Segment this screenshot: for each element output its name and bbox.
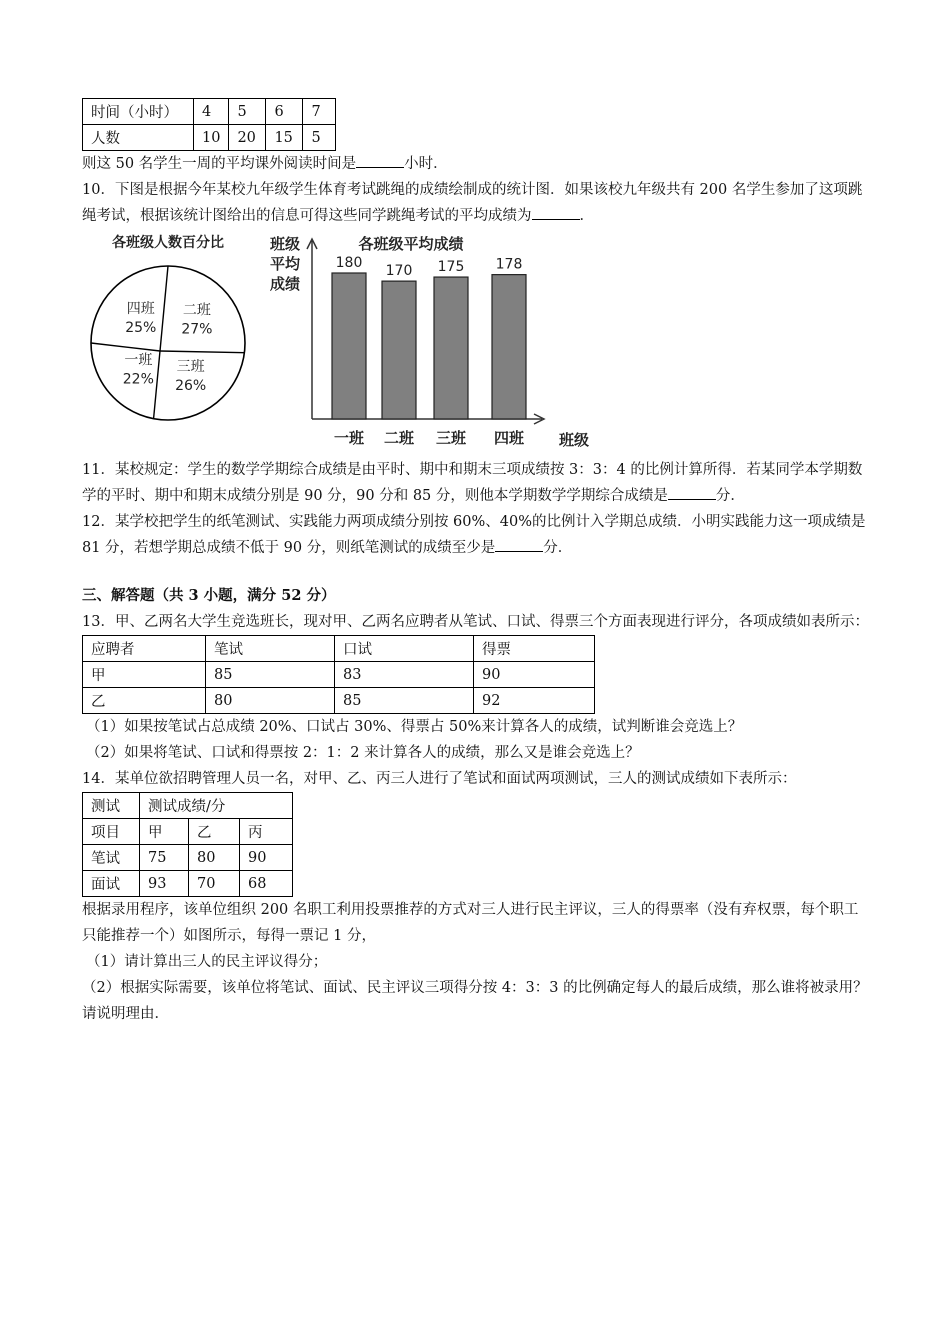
table-row bbox=[83, 125, 336, 151]
table-cell: 项目 bbox=[83, 819, 140, 845]
table-row bbox=[83, 636, 595, 662]
table-cell: 乙 bbox=[83, 688, 206, 714]
table-cell: 92 bbox=[474, 688, 595, 714]
table-cell: 80 bbox=[206, 688, 335, 714]
question-11-suffix: 分． bbox=[715, 488, 745, 504]
pie-slice-label: 四班 bbox=[126, 300, 155, 317]
table-cell: 测试 bbox=[83, 793, 140, 819]
question-14-text: 14．某单位欲招聘管理人员一名，对甲、乙、丙三人进行了笔试和面试两项测试，三人的测试成绩如下表所示： bbox=[82, 771, 797, 787]
bar bbox=[434, 277, 468, 419]
question-11-text bbox=[82, 457, 872, 509]
x-tick-label: 四班 bbox=[493, 429, 525, 447]
table-row bbox=[83, 871, 293, 897]
table-cell: 应聘者 bbox=[83, 636, 206, 662]
question-9-body: 则这 50 名学生一周的平均课外阅读时间是 bbox=[82, 156, 357, 172]
table-cell: 口试 bbox=[335, 636, 474, 662]
table-row bbox=[83, 99, 336, 125]
question-13-part-2: （2）如果将笔试、口试和得票按 2：1：2 来计算各人的成绩，那么又是谁会竞选上？ bbox=[86, 745, 640, 761]
reading-time-table bbox=[82, 98, 336, 151]
pie-slice-label: 二班 bbox=[182, 302, 211, 319]
table-row bbox=[83, 819, 293, 845]
table-cell: 甲 bbox=[140, 819, 189, 845]
table-cell: 人数 bbox=[83, 125, 194, 151]
bar-xlabel: 班级 bbox=[558, 431, 590, 449]
bar-chart bbox=[266, 231, 596, 453]
table-cell: 测试成绩/分 bbox=[140, 793, 293, 819]
answer-blank bbox=[668, 485, 716, 500]
bar-ylabel-line: 班级 bbox=[270, 235, 301, 253]
table-cell: 93 bbox=[140, 871, 189, 897]
bar-value-label: 178 bbox=[495, 256, 523, 273]
question-14-part-1: （1）请计算出三人的民主评议得分； bbox=[86, 954, 328, 970]
bar bbox=[332, 273, 366, 419]
question-9-text bbox=[82, 151, 872, 177]
table-cell: 5 bbox=[229, 99, 266, 125]
bar-value-label: 175 bbox=[437, 259, 465, 276]
pie-chart bbox=[86, 231, 266, 453]
bar-ylabel-line: 平均 bbox=[270, 255, 301, 273]
bar bbox=[492, 275, 526, 419]
table-cell: 4 bbox=[194, 99, 229, 125]
bar-title: 各班级平均成绩 bbox=[358, 235, 464, 253]
x-tick-label: 三班 bbox=[435, 429, 467, 447]
table-cell: 90 bbox=[240, 845, 293, 871]
table-row bbox=[83, 845, 293, 871]
table-cell: 68 bbox=[240, 871, 293, 897]
table-row bbox=[83, 688, 595, 714]
table-cell: 70 bbox=[189, 871, 240, 897]
pie-slice-value: 22% bbox=[122, 371, 154, 388]
bar-value-label: 170 bbox=[385, 263, 413, 280]
question-12-suffix: 分． bbox=[543, 540, 573, 556]
question-13-text: 13．甲、乙两名大学生竞选班长，现对甲、乙两名应聘者从笔试、口试、得票三个方面表现进行评分，各项成绩如表所示： bbox=[82, 614, 869, 630]
question-14-part-2: （2）根据实际需要，该单位将笔试、面试、民主评议三项得分按 4：3：3 的比例确定每人的最后成绩，那么谁将被录用？请说明理由． bbox=[82, 980, 868, 1022]
question-14-paragraph: 根据录用程序，该单位组织 200 名职工利用投票推荐的方式对三人进行民主评议，三人的得票率（没有弃权票，每个职工只能推荐一个）如图所示，每得一票记 1 分， bbox=[82, 902, 859, 944]
table-cell: 20 bbox=[229, 125, 266, 151]
x-tick-label: 二班 bbox=[383, 429, 415, 447]
pie-outline bbox=[91, 266, 245, 420]
answer-blank bbox=[495, 537, 543, 552]
pie-title: 各班级人数百分比 bbox=[112, 235, 224, 251]
table-cell: 83 bbox=[335, 662, 474, 688]
table-cell: 90 bbox=[474, 662, 595, 688]
question-10-body: 10．下图是根据今年某校九年级学生体育考试跳绳的成绩绘制成的统计图．如果该校九年级共有 200 名学生参加了这项跳绳考试，根据该统计图给出的信息可得这些同学跳绳考试的平均成绩为 bbox=[82, 182, 863, 224]
table-cell: 85 bbox=[206, 662, 335, 688]
table-cell: 笔试 bbox=[83, 845, 140, 871]
bar-ylabel-line: 成绩 bbox=[270, 275, 301, 293]
candidate-score-table bbox=[82, 635, 595, 714]
table-cell: 80 bbox=[189, 845, 240, 871]
question-10-suffix: ． bbox=[579, 208, 594, 224]
table-cell: 笔试 bbox=[206, 636, 335, 662]
table-row bbox=[83, 662, 595, 688]
table-row bbox=[83, 793, 293, 819]
pie-slice-value: 25% bbox=[125, 319, 157, 336]
pie-slice-value: 26% bbox=[175, 378, 207, 395]
table-cell: 甲 bbox=[83, 662, 206, 688]
question-13-part-1: （1）如果按笔试占总成绩 20%、口试占 30%、得票占 50%来计算各人的成绩，试判断谁会竞选上？ bbox=[86, 719, 743, 735]
question-10-text bbox=[82, 177, 872, 229]
table-cell: 7 bbox=[303, 99, 336, 125]
figure-row bbox=[82, 231, 872, 453]
pie-slice-value: 27% bbox=[181, 321, 213, 338]
question-11-body: 11．某校规定：学生的数学学期综合成绩是由平时、期中和期末三项成绩按 3：3：4 的比例计算所得．若某同学本学期数学的平时、期中和期末成绩分别是 90 分，90 分和 85 分，则他本学期数学学期综合成绩是 bbox=[82, 462, 863, 504]
table-cell: 10 bbox=[194, 125, 229, 151]
bar bbox=[382, 281, 416, 419]
table-cell: 得票 bbox=[474, 636, 595, 662]
table-cell: 面试 bbox=[83, 871, 140, 897]
section-heading: 三、解答题（共 3 小题，满分 52 分） bbox=[82, 587, 336, 604]
test-score-table bbox=[82, 792, 293, 897]
answer-blank bbox=[356, 153, 404, 168]
answer-blank bbox=[532, 205, 580, 220]
table-cell: 丙 bbox=[240, 819, 293, 845]
document-page bbox=[82, 98, 872, 1027]
pie-slice-label: 一班 bbox=[124, 352, 153, 369]
x-tick-label: 一班 bbox=[333, 429, 365, 447]
bar-value-label: 180 bbox=[335, 255, 363, 271]
table-cell: 5 bbox=[303, 125, 336, 151]
table-cell: 乙 bbox=[189, 819, 240, 845]
question-12-text bbox=[82, 509, 872, 561]
table-cell: 6 bbox=[266, 99, 303, 125]
question-9-suffix: 小时． bbox=[404, 156, 448, 172]
table-cell: 15 bbox=[266, 125, 303, 151]
pie-slice-label: 三班 bbox=[176, 359, 205, 376]
table-cell: 85 bbox=[335, 688, 474, 714]
table-cell: 时间（小时） bbox=[83, 99, 194, 125]
question-12-body: 12．某学校把学生的纸笔测试、实践能力两项成绩分别按 60%、40%的比例计入学期总成绩．小明实践能力这一项成绩是 81 分，若想学期总成绩不低于 90 分，则纸笔测试的成绩至少是 bbox=[82, 514, 866, 556]
table-cell: 75 bbox=[140, 845, 189, 871]
